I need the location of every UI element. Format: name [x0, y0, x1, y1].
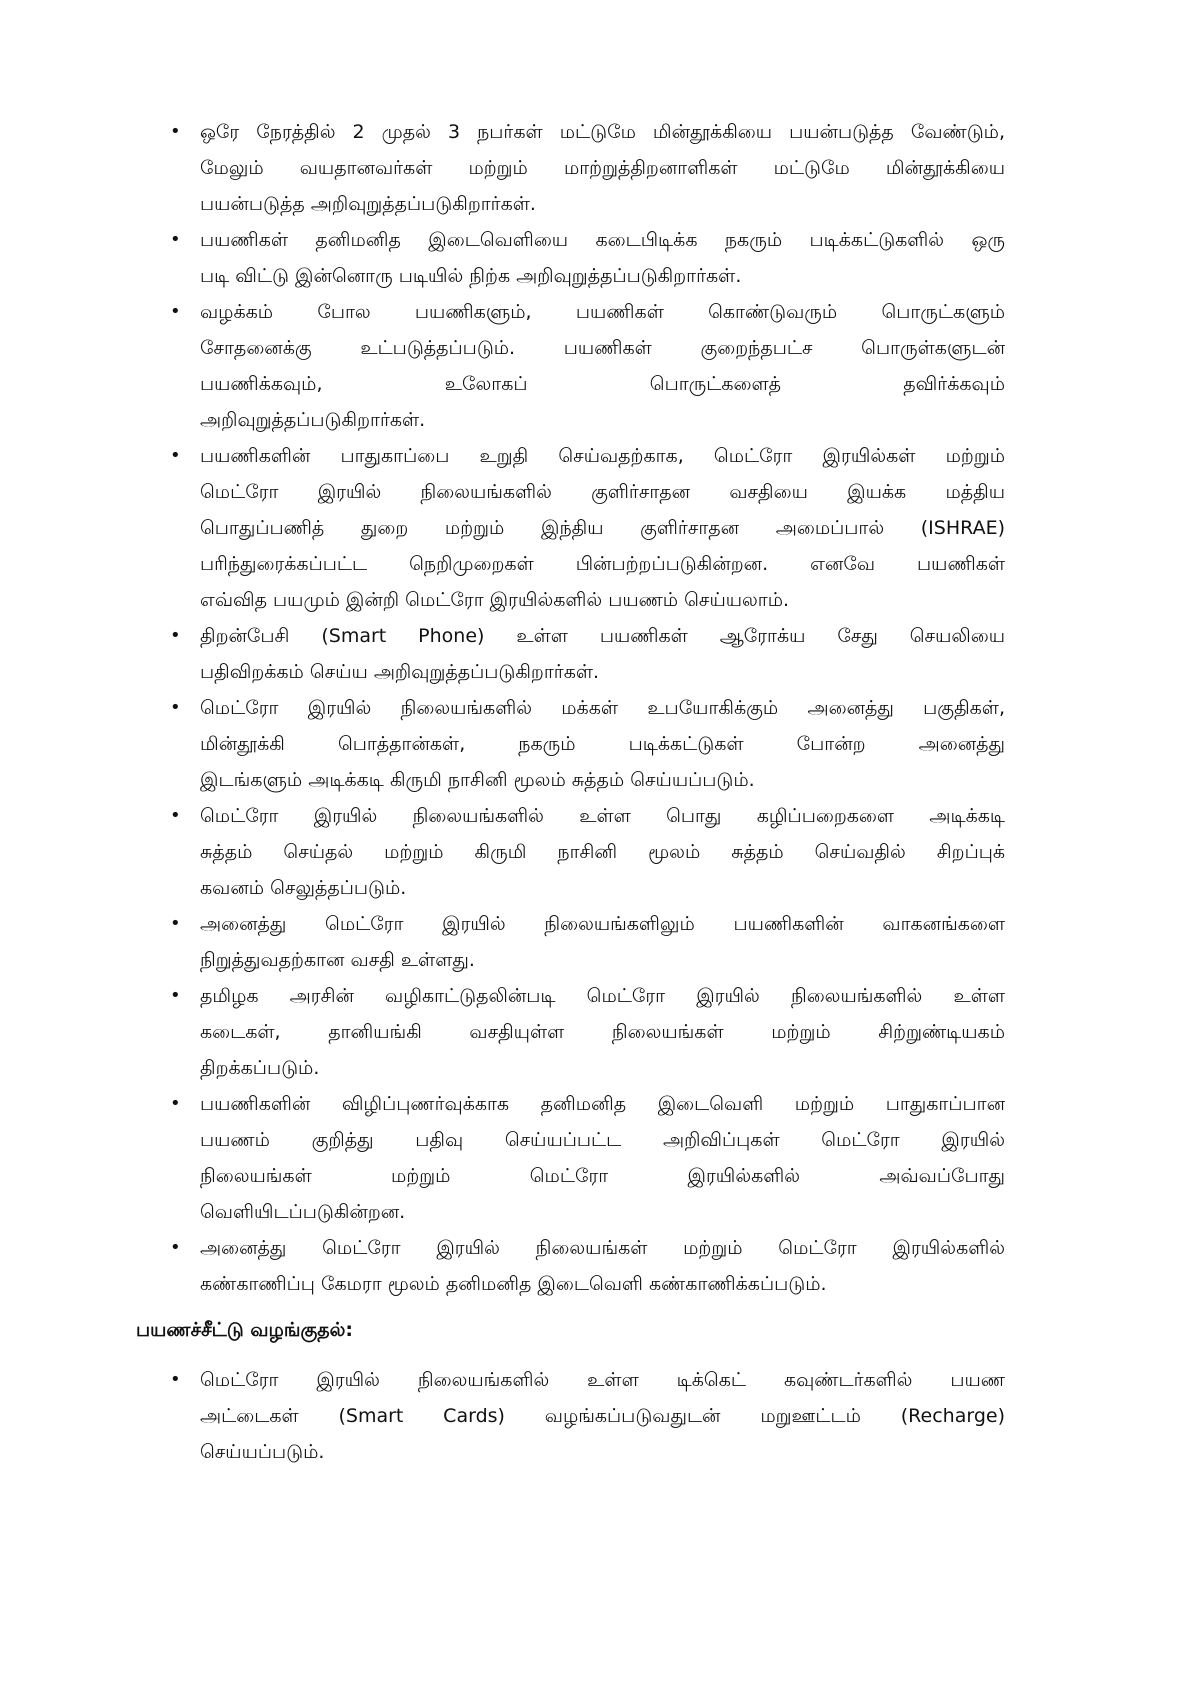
- item-text-line: மேலும் வயதானவர்கள் மற்றும் மாற்றுத்திறனாளிகள் மட்டுமே மின்தூக்கியை: [200, 157, 1005, 179]
- item-text-line: மெட்ரோ இரயில் நிலையங்களில் மக்கள் உபயோகிக்கும் அனைத்து பகுதிகள்,: [200, 697, 1005, 719]
- item-text-line: அனைத்து மெட்ரோ இரயில் நிலையங்கள் மற்றும் மெட்ரோ இரயில்களில்: [200, 1237, 1005, 1259]
- item-text-line: திறன்பேசி (Smart Phone) உள்ள பயணிகள் ஆரோக்ய சேது செயலியை: [200, 625, 1005, 647]
- list-item: [0, 222, 1200, 294]
- list-item: [0, 690, 1200, 798]
- bullet-icon: •: [170, 445, 181, 466]
- list-item: [0, 906, 1200, 978]
- bullet-icon: •: [170, 1237, 181, 1258]
- list-item: [0, 618, 1200, 690]
- item-text-line: மின்தூக்கி பொத்தான்கள், நகரும் படிக்கட்டுகள் போன்ற அனைத்து: [200, 733, 1005, 755]
- item-text-line: செய்யப்படும்.: [200, 1441, 325, 1463]
- item-text-line: பயன்படுத்த அறிவுறுத்தப்படுகிறார்கள்.: [200, 193, 536, 215]
- list-item: [0, 114, 1200, 222]
- item-text-line: கண்காணிப்பு கேமரா மூலம் தனிமனித இடைவெளி கண்காணிக்கப்படும்.: [200, 1273, 827, 1295]
- list-item: [0, 1362, 1200, 1470]
- item-text-line: பயணிகளின் பாதுகாப்பை உறுதி செய்வதற்காக, மெட்ரோ இரயில்கள் மற்றும்: [200, 445, 1005, 467]
- item-text-line: கடைகள், தானியங்கி வசதியுள்ள நிலையங்கள் மற்றும் சிற்றுண்டியகம்: [200, 1021, 1005, 1043]
- item-text-line: நிறுத்துவதற்கான வசதி உள்ளது.: [200, 949, 475, 971]
- item-text-line: மெட்ரோ இரயில் நிலையங்களில் குளிர்சாதன வசதியை இயக்க மத்திய: [200, 481, 1005, 503]
- item-text-line: பயணிகள் தனிமனித இடைவெளியை கடைபிடிக்க நகரும் படிக்கட்டுகளில் ஒரு: [200, 229, 1005, 251]
- list-item: [0, 798, 1200, 906]
- bullet-icon: •: [170, 121, 181, 142]
- bullet-icon: •: [170, 697, 181, 718]
- item-text-line: அட்டைகள் (Smart Cards) வழங்கப்படுவதுடன் மறுஊட்டம் (Recharge): [200, 1405, 1005, 1427]
- bullet-icon: •: [170, 805, 181, 826]
- item-text-line: ஒரே நேரத்தில் 2 முதல் 3 நபர்கள் மட்டுமே மின்தூக்கியை பயன்படுத்த வேண்டும்,: [200, 121, 1005, 143]
- bullet-icon: •: [170, 229, 181, 250]
- item-text-line: அறிவுறுத்தப்படுகிறார்கள்.: [200, 409, 426, 431]
- item-text-line: இடங்களும் அடிக்கடி கிருமி நாசினி மூலம் சுத்தம் செய்யப்படும்.: [200, 769, 755, 791]
- bullet-list-ticketing: [0, 1362, 1200, 1470]
- item-text-line: வெளியிடப்படுகின்றன.: [200, 1201, 406, 1223]
- item-text-line: நிலையங்கள் மற்றும் மெட்ரோ இரயில்களில் அவ்வப்போது: [200, 1165, 1005, 1187]
- item-text-line: பொதுப்பணித் துறை மற்றும் இந்திய குளிர்சாதன அமைப்பால் (ISHRAE): [200, 517, 1005, 539]
- item-text-line: கவனம் செலுத்தப்படும்.: [200, 877, 407, 899]
- list-item: [0, 294, 1200, 438]
- bullet-icon: •: [170, 1369, 181, 1390]
- item-text-line: அனைத்து மெட்ரோ இரயில் நிலையங்களிலும் பயணிகளின் வாகனங்களை: [200, 913, 1005, 935]
- bullet-icon: •: [170, 625, 181, 646]
- list-item: [0, 438, 1200, 618]
- item-text-line: மெட்ரோ இரயில் நிலையங்களில் உள்ள பொது கழிப்பறைகளை அடிக்கடி: [200, 805, 1005, 827]
- item-text-line: சுத்தம் செய்தல் மற்றும் கிருமி நாசினி மூலம் சுத்தம் செய்வதில் சிறப்புக்: [200, 841, 1005, 863]
- item-text-line: பதிவிறக்கம் செய்ய அறிவுறுத்தப்படுகிறார்கள்.: [200, 661, 600, 683]
- item-text-line: பயணம் குறித்து பதிவு செய்யப்பட்ட அறிவிப்புகள் மெட்ரோ இரயில்: [200, 1129, 1005, 1151]
- item-text-line: பரிந்துரைக்கப்பட்ட நெறிமுறைகள் பின்பற்றப்படுகின்றன. எனவே பயணிகள்: [200, 553, 1005, 575]
- item-text-line: பயணிகளின் விழிப்புணர்வுக்காக தனிமனித இடைவெளி மற்றும் பாதுகாப்பான: [200, 1093, 1005, 1115]
- item-text-line: வழக்கம் போல பயணிகளும், பயணிகள் கொண்டுவரும் பொருட்களும்: [200, 301, 1005, 323]
- bullet-icon: •: [170, 1093, 181, 1114]
- item-text-line: பயணிக்கவும், உலோகப் பொருட்களைத் தவிர்க்கவும்: [200, 373, 1005, 395]
- section-heading: பயணச்சீட்டு வழங்குதல்:: [136, 1319, 353, 1341]
- bullet-list: [0, 114, 1200, 1302]
- item-text-line: சோதனைக்கு உட்படுத்தப்படும். பயணிகள் குறைந்தபட்ச பொருள்களுடன்: [200, 337, 1005, 359]
- list-item: [0, 978, 1200, 1086]
- bullet-icon: •: [170, 913, 181, 934]
- bullet-icon: •: [170, 301, 181, 322]
- bullet-icon: •: [170, 985, 181, 1006]
- item-text-line: திறக்கப்படும்.: [200, 1057, 320, 1079]
- item-text-line: எவ்வித பயமும் இன்றி மெட்ரோ இரயில்களில் பயணம் செய்யலாம்.: [200, 589, 790, 611]
- list-item: [0, 1230, 1200, 1302]
- item-text-line: படி விட்டு இன்னொரு படியில் நிற்க அறிவுறுத்தப்படுகிறார்கள்.: [200, 265, 742, 287]
- list-item: [0, 1086, 1200, 1230]
- item-text-line: தமிழக அரசின் வழிகாட்டுதலின்படி மெட்ரோ இரயில் நிலையங்களில் உள்ள: [200, 985, 1005, 1007]
- item-text-line: மெட்ரோ இரயில் நிலையங்களில் உள்ள டிக்கெட் கவுண்டர்களில் பயண: [200, 1369, 1005, 1391]
